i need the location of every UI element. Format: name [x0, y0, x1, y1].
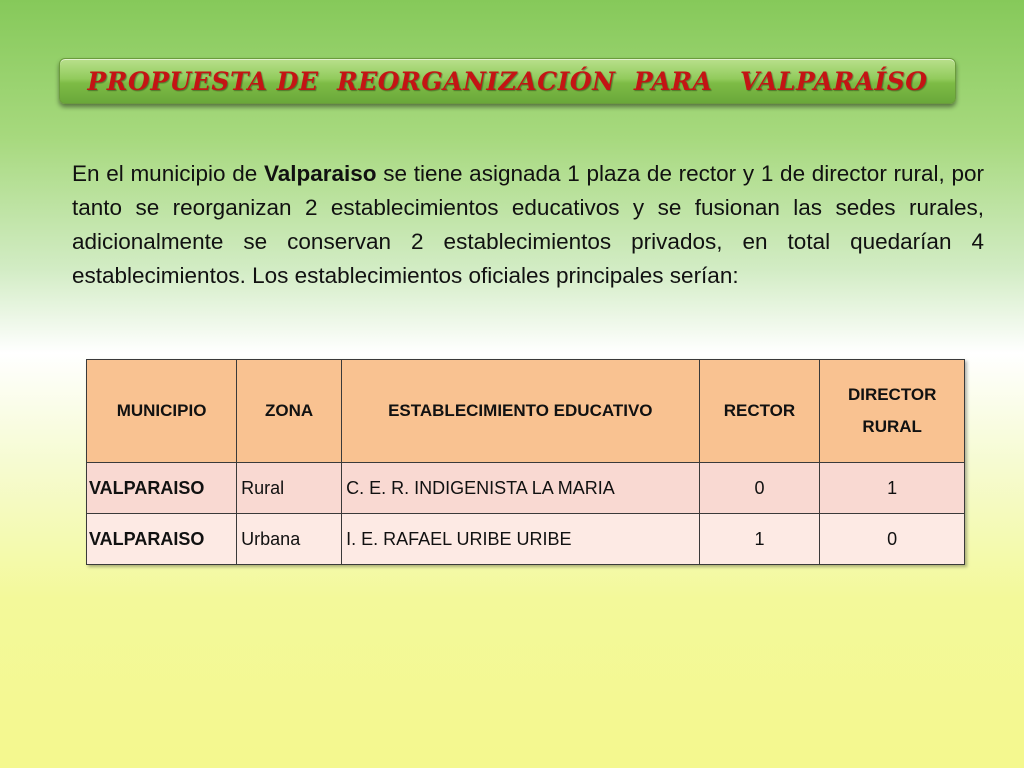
paragraph-municipality: Valparaiso	[263, 161, 377, 186]
cell-director-rural: 0	[820, 514, 965, 565]
header-zona: ZONA	[237, 360, 342, 463]
cell-zona: Urbana	[237, 514, 342, 565]
establishments-table	[86, 359, 965, 565]
cell-rector: 0	[699, 463, 820, 514]
paragraph-rest: se tiene asignada 1 plaza de rector y 1 de director rural, por tanto se reorganizan 2 establecimientos educativos y se fusionan las sedes rurales, adicionalmente se conservan 2 establecimientos privados, en total quedarían 4 establecimientos. Los establecimientos oficiales principales serían:	[72, 161, 985, 288]
cell-director-rural: 1	[820, 463, 965, 514]
table-row	[87, 463, 965, 514]
cell-zona: Rural	[237, 463, 342, 514]
title-banner	[59, 58, 956, 104]
header-establecimiento: ESTABLECIMIENTO EDUCATIVO	[342, 360, 699, 463]
header-rector: RECTOR	[699, 360, 820, 463]
cell-municipio: VALPARAISO	[87, 514, 237, 565]
cell-establecimiento: I. E. RAFAEL URIBE URIBE	[342, 514, 699, 565]
cell-municipio: VALPARAISO	[87, 463, 237, 514]
header-director-rural: DIRECTOR RURAL	[820, 360, 965, 463]
cell-establecimiento: C. E. R. INDIGENISTA LA MARIA	[342, 463, 699, 514]
paragraph-intro: En el municipio de	[72, 161, 264, 186]
header-municipio: MUNICIPIO	[87, 360, 237, 463]
table-row	[87, 514, 965, 565]
cell-rector: 1	[699, 514, 820, 565]
body-paragraph	[72, 157, 984, 293]
table-header-row	[87, 360, 965, 463]
slide-title: PROPUESTA DE REORGANIZACIÓN PARA VALPARAÍSO	[87, 66, 928, 96]
